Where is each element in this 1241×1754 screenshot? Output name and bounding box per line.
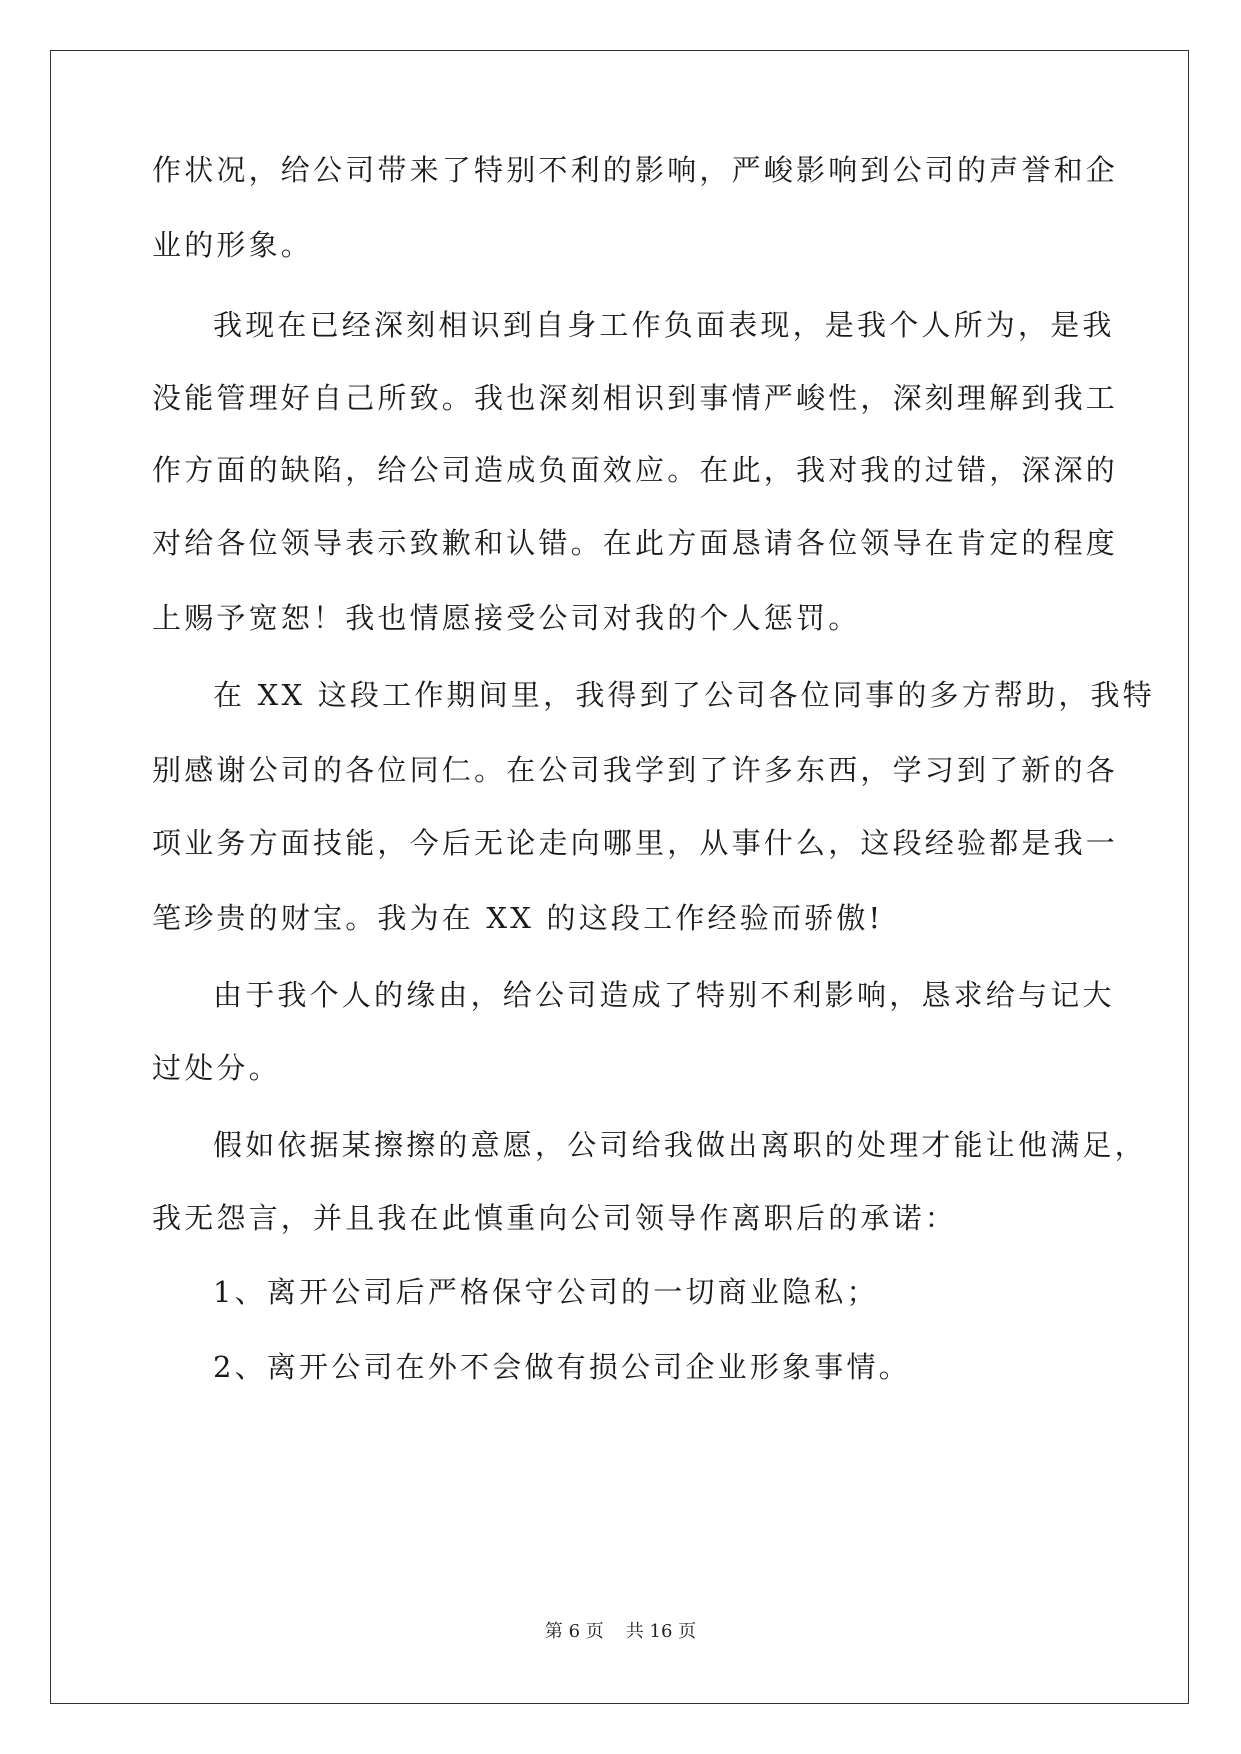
text-line: 在 XX 这段工作期间里，我得到了公司各位同事的多方帮助，我特 xyxy=(213,678,1155,712)
text-line: 1、离开公司后严格保守公司的一切商业隐私； xyxy=(213,1275,879,1309)
text-line: 作状况，给公司带来了特别不利的影响，严峻影响到公司的声誉和企 xyxy=(152,153,1119,187)
text-line: 上赐予宽恕！我也情愿接受公司对我的个人惩罚。 xyxy=(152,601,861,635)
text-line: 笔珍贵的财宝。我为在 XX 的这段工作经验而骄傲! xyxy=(152,901,884,935)
text-line: 业的形象。 xyxy=(152,228,314,262)
text-line: 没能管理好自己所致。我也深刻相识到事情严峻性，深刻理解到我工 xyxy=(152,381,1119,415)
text-line: 项业务方面技能，今后无论走向哪里，从事什么，这段经验都是我一 xyxy=(152,826,1119,860)
text-line: 别感谢公司的各位同仁。在公司我学到了许多东西，学习到了新的各 xyxy=(152,753,1119,787)
text-line: 由于我个人的缘由，给公司造成了特别不利影响，恳求给与记大 xyxy=(213,978,1115,1012)
text-line: 我无怨言，并且我在此慎重向公司领导作离职后的承诺： xyxy=(152,1201,958,1235)
page-number-current: 第 6 页 xyxy=(544,1621,604,1642)
page-number-total: 共 16 页 xyxy=(625,1621,697,1642)
text-line: 作方面的缺陷，给公司造成负面效应。在此，我对我的过错，深深的 xyxy=(152,453,1119,487)
page-border xyxy=(50,50,1189,1704)
text-line: 过处分。 xyxy=(152,1051,281,1085)
page-footer xyxy=(0,1620,1241,1644)
text-line: 假如依据某擦擦的意愿，公司给我做出离职的处理才能让他满足， xyxy=(213,1128,1147,1162)
text-line: 2、离开公司在外不会做有损公司企业形象事情。 xyxy=(213,1350,911,1384)
text-line: 我现在已经深刻相识到自身工作负面表现，是我个人所为，是我 xyxy=(213,308,1115,342)
text-line: 对给各位领导表示致歉和认错。在此方面恳请各位领导在肯定的程度 xyxy=(152,526,1119,560)
